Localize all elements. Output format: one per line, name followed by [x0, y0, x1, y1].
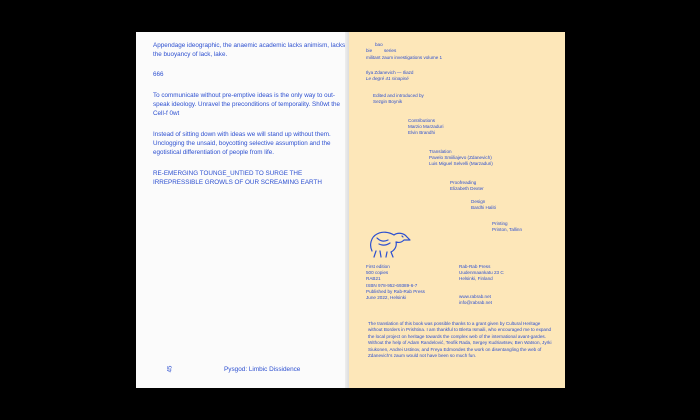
edition-info	[366, 264, 425, 301]
contributions-label: Contributions	[408, 118, 436, 123]
press-address	[459, 264, 504, 283]
series-title: militant zaum investigations volume 1	[366, 55, 443, 60]
translator-1: Pavelo Smiiliajevo (Zdanevich)	[429, 155, 492, 161]
series-word-2: bie	[366, 48, 373, 53]
page-number: 45	[167, 365, 174, 373]
credits-contributions	[408, 118, 443, 137]
credits-translation	[429, 149, 493, 168]
contributor-2: Elvin Brandhi	[408, 130, 436, 136]
edition-line-5: Published by Rab-Rab Press	[366, 288, 425, 294]
book-title: Le degré 41 sinapisé	[366, 76, 409, 81]
translator-2: Luis Miguel Selvelli (Marzaduri)	[429, 161, 493, 167]
press-line-1: Rab-Rab Press	[459, 264, 491, 269]
series-word-3: series	[384, 48, 397, 53]
credits-proofreading	[450, 180, 484, 192]
printer-name: Printon, Tallinn	[492, 227, 523, 233]
edition-line-3: RAB21	[366, 276, 381, 282]
press-contact	[459, 294, 492, 306]
credits-printing	[492, 221, 522, 233]
acknowledgement-paragraph: The translation of this book was possible thanks to a grant given by Cultural Heritage without Borders in Prishtina. I am thankful to Blerta Ismaili, who encouraged me to expand the local project on heritage towards the complex web of the international avant-gardes. Without the help of Adam Randelović, Teofik Rada, Sergey Kudriavtsev, Ben Watson, Jyrki Siukonen, Andrei Ustinov, and Freya Edmondes the work on disentangling the web of Zdanevich’s zaum would not have been so much fun.	[368, 320, 552, 359]
edition-line-1: First edition	[366, 264, 390, 269]
left-paragraph-1: Appendage ideographic, the anaemic academic lacks animism, lacks the buoyancy of lack, lake.	[153, 42, 346, 59]
press-email[interactable]: info@rabrab.net	[459, 300, 493, 306]
series-word-1: bao	[375, 42, 383, 47]
edition-line-2: 500 copies	[366, 270, 389, 276]
printing-label: Printing	[492, 221, 508, 226]
translation-label: Translation	[429, 149, 452, 154]
design-label: Design	[471, 199, 486, 204]
left-page	[136, 32, 349, 388]
credits-design	[471, 199, 496, 211]
press-line-3: Helsinki, Finland	[459, 276, 493, 282]
left-paragraph-5: RE-EMERGING TOUNGE_UNTIED TO SURGE THE IRREPRESSIBLE GROWLS OF OUR SCREAMING EARTH	[153, 170, 322, 187]
left-paragraph-3: To communicate without pre-emptive ideas is the only way to out-speak ideology. Unravel the preconditions of temporality. Sh0wt the Cell-f 0wt	[153, 92, 341, 118]
edition-line-6: June 2022, Helsinki	[366, 295, 407, 301]
editor-name: Sezgin Boynik	[373, 99, 403, 105]
edited-label: Edited and introduced by	[373, 93, 424, 98]
credits-editor	[373, 93, 424, 105]
proofreader-name: Elizabeth Dexter	[450, 186, 484, 192]
proofreading-label: Proofreading	[450, 180, 477, 185]
designer-name: Bardhi Haliti	[471, 205, 496, 211]
contributor-1: Marzio Marzaduri	[408, 124, 444, 130]
right-page	[349, 32, 565, 388]
press-website[interactable]: www.rabrab.net	[459, 294, 491, 299]
book-author: Ilya Zdanevich — Iliazd	[366, 70, 414, 75]
running-footer: Pysgod: Limbic Dissidence	[224, 366, 301, 373]
left-paragraph-2: 666	[153, 71, 164, 78]
press-line-2: Uudenmaankatu 23 C	[459, 270, 504, 276]
publisher-logo-icon	[366, 226, 412, 258]
edition-line-4: ISBN 978-952-69389-6-7	[366, 282, 418, 288]
left-paragraph-4: Instead of sitting down with ideas we will stand up without them. Unclogging the unsaid, boycotting selective assumption and the egotistical differentiation of people from life.	[153, 131, 331, 157]
